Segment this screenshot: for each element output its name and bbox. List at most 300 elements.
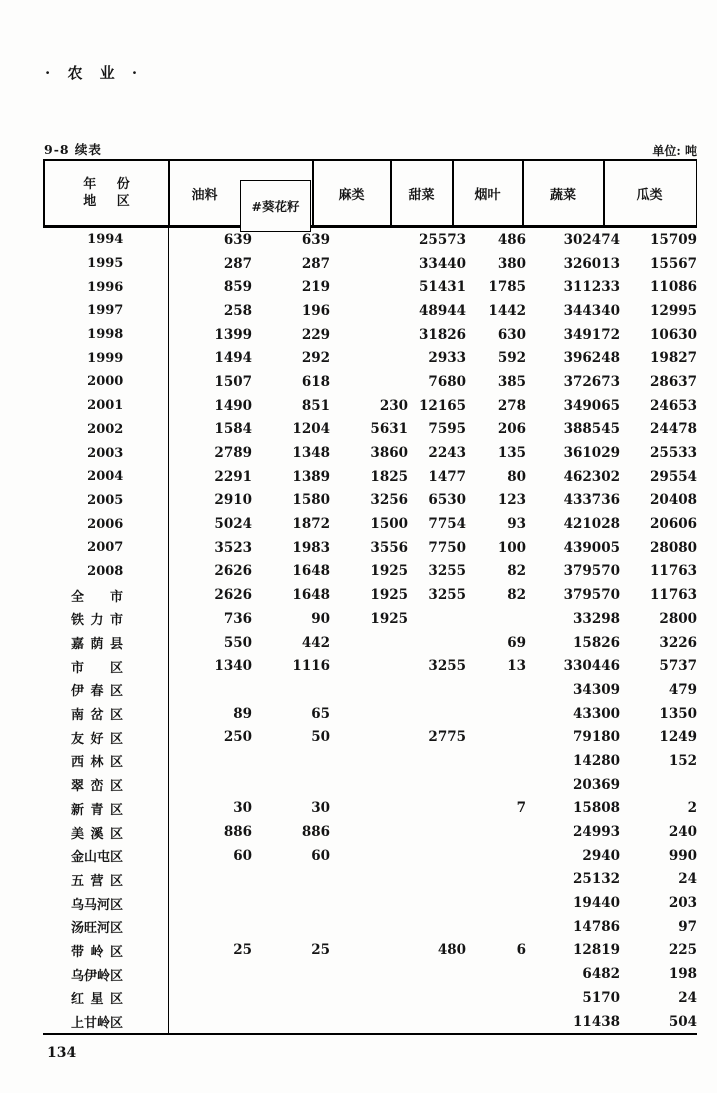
table-row — [43, 394, 697, 418]
table-row — [43, 441, 697, 465]
cell-value: 1116 — [292, 658, 330, 675]
row-label-region — [43, 654, 168, 678]
row-label-year: 2008 — [43, 560, 168, 584]
cell-value: 1580 — [292, 492, 330, 509]
cell-value: 11763 — [650, 587, 697, 604]
row-label-region — [43, 607, 168, 631]
cell-value: 2775 — [428, 729, 466, 746]
region-name: 美 溪 区 — [71, 826, 123, 842]
region-name: 红 星 区 — [71, 992, 123, 1008]
cell-value: 6530 — [428, 492, 466, 509]
statistics-table — [43, 159, 697, 1035]
table-row — [43, 820, 697, 844]
table-row — [43, 678, 697, 702]
table-body — [43, 228, 697, 1034]
header-col-tobacco: 烟叶 — [474, 187, 501, 203]
cell-value: 1490 — [214, 397, 252, 414]
cell-value — [408, 702, 466, 726]
cell-value: 462302 — [563, 468, 620, 485]
table-row — [43, 536, 697, 560]
cell-value: 1648 — [292, 587, 330, 604]
region-name: 铁 力 市 — [71, 613, 123, 629]
cell-value: 25 — [311, 942, 330, 959]
header-col-sunflower-seed: #葵花籽 — [240, 180, 311, 232]
row-label-year: 1996 — [43, 275, 168, 299]
cell-value: 13 — [507, 658, 526, 675]
header-year-region — [45, 161, 168, 225]
page-number: 134 — [47, 1045, 77, 1061]
cell-value: 60 — [311, 847, 330, 864]
cell-value: 82 — [507, 563, 526, 580]
cell-value — [330, 844, 408, 868]
cell-value: 24478 — [650, 421, 697, 438]
header-col-sugar-beet: 甜菜 — [408, 187, 435, 203]
cell-value — [252, 986, 330, 1010]
header-col-melon: 瓜类 — [636, 187, 663, 203]
cell-value: 24 — [678, 871, 697, 888]
cell-value — [408, 607, 466, 631]
cell-value: 2243 — [428, 445, 466, 462]
cell-value — [330, 323, 408, 347]
table-continuation-label: 9-8 续表 — [44, 142, 102, 157]
cell-value: 34309 — [573, 681, 620, 698]
region-name: 上甘岭区 — [71, 1016, 124, 1032]
cell-value — [466, 891, 526, 915]
cell-value: 2626 — [214, 563, 252, 580]
cell-value — [466, 702, 526, 726]
cell-value: 2933 — [428, 350, 466, 367]
cell-value: 326013 — [563, 255, 620, 272]
cell-value — [330, 252, 408, 276]
cell-value: 1925 — [370, 587, 408, 604]
cell-value: 550 — [223, 634, 252, 651]
cell-value — [466, 678, 526, 702]
header-year-line: 年 份 — [83, 177, 130, 192]
cell-value: 2 — [687, 800, 697, 817]
cell-value: 1389 — [292, 468, 330, 485]
cell-value: 1983 — [292, 539, 330, 556]
cell-value: 198 — [668, 966, 697, 983]
cell-value — [466, 986, 526, 1010]
cell-value — [330, 891, 408, 915]
cell-value — [252, 891, 330, 915]
cell-value: 225 — [668, 942, 697, 959]
cell-value: 3226 — [659, 634, 697, 651]
cell-value: 19440 — [573, 895, 620, 912]
row-label-year: 1994 — [43, 228, 168, 252]
table-row — [43, 797, 697, 821]
cell-value — [330, 725, 408, 749]
table-row — [43, 418, 697, 442]
cell-value: 3523 — [214, 539, 252, 556]
cell-value: 123 — [497, 492, 526, 509]
cell-value: 2789 — [214, 445, 252, 462]
cell-value — [408, 773, 466, 797]
cell-value: 1925 — [370, 563, 408, 580]
cell-value: 1872 — [292, 516, 330, 533]
cell-value: 1584 — [214, 421, 252, 438]
cell-value: 89 — [233, 705, 252, 722]
region-name: 汤旺河区 — [71, 921, 124, 937]
cell-value: 1204 — [292, 421, 330, 438]
cell-value: 504 — [668, 1013, 697, 1030]
cell-value: 97 — [678, 918, 697, 935]
table-row — [43, 560, 697, 584]
cell-value: 6 — [516, 942, 526, 959]
cell-value — [466, 749, 526, 773]
table-header — [43, 159, 697, 228]
region-name: 伊 春 区 — [71, 684, 123, 700]
cell-value: 380 — [497, 255, 526, 272]
cell-value: 480 — [437, 942, 466, 959]
table-row — [43, 299, 697, 323]
table-row — [43, 252, 697, 276]
cell-value: 1500 — [370, 516, 408, 533]
cell-value: 639 — [223, 231, 252, 248]
cell-value — [466, 844, 526, 868]
cell-value — [408, 797, 466, 821]
cell-value: 31826 — [419, 326, 466, 343]
row-label-region — [43, 986, 168, 1010]
cell-value: 372673 — [563, 373, 620, 390]
cell-value — [330, 346, 408, 370]
cell-value: 1350 — [659, 705, 697, 722]
region-name: 五 营 区 — [71, 873, 123, 889]
cell-value: 51431 — [419, 279, 466, 296]
cell-value: 7595 — [428, 421, 466, 438]
cell-value: 1648 — [292, 563, 330, 580]
cell-value: 349172 — [563, 326, 620, 343]
region-name: 乌马河区 — [71, 897, 124, 913]
cell-value — [408, 631, 466, 655]
table-row — [43, 702, 697, 726]
cell-value: 3860 — [370, 445, 408, 462]
row-label-year: 2005 — [43, 489, 168, 513]
table-row — [43, 323, 697, 347]
cell-value — [330, 868, 408, 892]
cell-value: 5631 — [370, 421, 408, 438]
cell-value — [168, 749, 252, 773]
cell-value: 33298 — [573, 610, 620, 627]
cell-value — [466, 773, 526, 797]
row-label-year: 2002 — [43, 418, 168, 442]
cell-value: 43300 — [573, 705, 620, 722]
cell-value — [330, 275, 408, 299]
cell-value — [466, 868, 526, 892]
region-name: 乌伊岭区 — [71, 968, 124, 984]
cell-value — [408, 749, 466, 773]
cell-value: 486 — [497, 231, 526, 248]
header-gridline — [696, 161, 698, 225]
region-name: 嘉 荫 县 — [71, 637, 123, 653]
cell-value — [330, 939, 408, 963]
cell-value: 479 — [668, 681, 697, 698]
table-row — [43, 228, 697, 252]
cell-value — [466, 725, 526, 749]
cell-value — [408, 820, 466, 844]
cell-value: 3255 — [428, 587, 466, 604]
cell-value: 990 — [668, 847, 697, 864]
cell-value: 25533 — [650, 445, 697, 462]
cell-value: 30 — [311, 800, 330, 817]
table-row — [43, 465, 697, 489]
cell-value: 240 — [668, 824, 697, 841]
cell-value: 442 — [301, 634, 330, 651]
cell-value: 859 — [223, 279, 252, 296]
cell-value: 219 — [301, 279, 330, 296]
cell-value: 14280 — [573, 752, 620, 769]
cell-value: 1494 — [214, 350, 252, 367]
cell-value: 1825 — [370, 468, 408, 485]
table-row — [43, 915, 697, 939]
row-label-region — [43, 1010, 168, 1035]
header-col-fiber: 麻类 — [338, 187, 365, 203]
cell-value — [408, 962, 466, 986]
cell-value — [408, 868, 466, 892]
cell-value: 278 — [497, 397, 526, 414]
cell-value — [252, 962, 330, 986]
cell-value: 100 — [497, 539, 526, 556]
cell-value: 379570 — [563, 587, 620, 604]
cell-value: 388545 — [563, 421, 620, 438]
cell-value — [252, 915, 330, 939]
row-label-year: 2004 — [43, 465, 168, 489]
cell-value: 230 — [379, 397, 408, 414]
cell-value: 5737 — [659, 658, 697, 675]
cell-value: 5024 — [214, 516, 252, 533]
region-name: 南 岔 区 — [71, 708, 123, 724]
cell-value: 385 — [497, 373, 526, 390]
cell-value — [168, 773, 252, 797]
cell-value — [330, 915, 408, 939]
cell-value: 1925 — [370, 610, 408, 627]
cell-value: 25132 — [573, 871, 620, 888]
table-row — [43, 986, 697, 1010]
row-label-year: 1999 — [43, 346, 168, 370]
cell-value: 3255 — [428, 658, 466, 675]
cell-value — [330, 962, 408, 986]
region-name: 新 青 区 — [71, 802, 123, 818]
cell-value: 28637 — [650, 373, 697, 390]
cell-value: 12165 — [419, 397, 466, 414]
cell-value: 7680 — [428, 373, 466, 390]
cell-value: 80 — [507, 468, 526, 485]
cell-value: 1442 — [488, 302, 526, 319]
cell-value: 1249 — [659, 729, 697, 746]
row-label-region — [43, 797, 168, 821]
cell-value: 11438 — [573, 1013, 620, 1030]
row-label-year: 1998 — [43, 323, 168, 347]
region-name: 金山屯区 — [71, 850, 124, 866]
cell-value: 203 — [668, 895, 697, 912]
row-label-region — [43, 820, 168, 844]
cell-value: 25573 — [419, 231, 466, 248]
cell-value: 1507 — [214, 373, 252, 390]
cell-value — [466, 607, 526, 631]
cell-value — [330, 820, 408, 844]
table-row — [43, 654, 697, 678]
cell-value: 93 — [507, 516, 526, 533]
region-name: 翠 峦 区 — [71, 779, 123, 795]
cell-value: 12995 — [650, 302, 697, 319]
cell-value: 19827 — [650, 350, 697, 367]
cell-value: 15709 — [650, 231, 697, 248]
row-label-year: 2000 — [43, 370, 168, 394]
cell-value — [330, 370, 408, 394]
table-row — [43, 773, 697, 797]
table-row — [43, 749, 697, 773]
cell-value: 361029 — [563, 445, 620, 462]
cell-value — [330, 797, 408, 821]
header-col-vegetable: 蔬菜 — [549, 187, 576, 203]
cell-value: 48944 — [419, 302, 466, 319]
cell-value: 630 — [497, 326, 526, 343]
row-label-region — [43, 773, 168, 797]
row-label-region — [43, 939, 168, 963]
cell-value — [168, 1010, 252, 1035]
cell-value: 11086 — [650, 279, 697, 296]
cell-value: 65 — [311, 705, 330, 722]
cell-value: 592 — [497, 350, 526, 367]
row-label-region — [43, 962, 168, 986]
table-row — [43, 631, 697, 655]
cell-value: 330446 — [563, 658, 620, 675]
cell-value: 196 — [301, 302, 330, 319]
cell-value: 618 — [301, 373, 330, 390]
cell-value: 6482 — [582, 966, 620, 983]
table-row — [43, 725, 697, 749]
cell-value — [466, 820, 526, 844]
cell-value: 50 — [311, 729, 330, 746]
table-row — [43, 868, 697, 892]
row-label-region — [43, 868, 168, 892]
header-region-line: 地 区 — [83, 194, 130, 209]
cell-value — [330, 773, 408, 797]
cell-value — [330, 228, 408, 252]
cell-value: 229 — [301, 326, 330, 343]
cell-value — [408, 844, 466, 868]
cell-value — [330, 702, 408, 726]
cell-value: 7750 — [428, 539, 466, 556]
cell-value: 7754 — [428, 516, 466, 533]
cell-value: 69 — [507, 634, 526, 651]
cell-value: 344340 — [563, 302, 620, 319]
cell-value: 7 — [516, 800, 526, 817]
table-row — [43, 346, 697, 370]
cell-value: 287 — [301, 255, 330, 272]
row-label-year: 1997 — [43, 299, 168, 323]
cell-value: 28080 — [650, 539, 697, 556]
cell-value: 421028 — [563, 516, 620, 533]
cell-value: 886 — [223, 824, 252, 841]
cell-value — [408, 986, 466, 1010]
section-header: · 农 业 · — [45, 64, 144, 82]
cell-value: 206 — [497, 421, 526, 438]
cell-value: 11763 — [650, 563, 697, 580]
cell-value — [168, 986, 252, 1010]
cell-value: 379570 — [563, 563, 620, 580]
cell-value — [168, 868, 252, 892]
cell-value — [330, 654, 408, 678]
row-label-region — [43, 891, 168, 915]
cell-value: 24653 — [650, 397, 697, 414]
cell-value: 152 — [668, 752, 697, 769]
cell-value: 851 — [301, 397, 330, 414]
cell-value — [168, 891, 252, 915]
cell-value: 292 — [301, 350, 330, 367]
row-label-region — [43, 631, 168, 655]
row-label-year: 2007 — [43, 536, 168, 560]
cell-value: 60 — [233, 847, 252, 864]
cell-value: 250 — [223, 729, 252, 746]
cell-value: 33440 — [419, 255, 466, 272]
cell-value: 349065 — [563, 397, 620, 414]
cell-value — [330, 299, 408, 323]
cell-value — [252, 1010, 330, 1035]
region-name: 全 市 — [71, 589, 123, 605]
cell-value: 886 — [301, 824, 330, 841]
table-row — [43, 583, 697, 607]
cell-value: 12819 — [573, 942, 620, 959]
cell-value: 25 — [233, 942, 252, 959]
cell-value — [408, 678, 466, 702]
cell-value: 1399 — [214, 326, 252, 343]
row-label-year: 1995 — [43, 252, 168, 276]
cell-value: 5170 — [582, 989, 620, 1006]
cell-value: 1340 — [214, 658, 252, 675]
cell-value — [168, 678, 252, 702]
cell-value: 24993 — [573, 824, 620, 841]
region-name: 市 区 — [71, 660, 123, 676]
cell-value: 302474 — [563, 231, 620, 248]
cell-value — [330, 986, 408, 1010]
cell-value: 2626 — [214, 587, 252, 604]
row-label-year: 2003 — [43, 441, 168, 465]
cell-value — [466, 962, 526, 986]
cell-value — [466, 1010, 526, 1035]
table-row — [43, 844, 697, 868]
cell-value: 90 — [311, 610, 330, 627]
cell-value — [330, 1010, 408, 1035]
cell-value: 433736 — [563, 492, 620, 509]
cell-value — [252, 749, 330, 773]
cell-value: 79180 — [573, 729, 620, 746]
cell-value: 3556 — [370, 539, 408, 556]
row-label-year: 2006 — [43, 512, 168, 536]
row-label-region — [43, 702, 168, 726]
cell-value: 439005 — [563, 539, 620, 556]
cell-value: 2940 — [582, 847, 620, 864]
cell-value: 14786 — [573, 918, 620, 935]
cell-value — [252, 868, 330, 892]
row-label-region — [43, 915, 168, 939]
cell-value: 15567 — [650, 255, 697, 272]
header-col-oil: 油料 — [191, 187, 218, 203]
cell-value: 24 — [678, 989, 697, 1006]
row-label-region — [43, 583, 168, 607]
cell-value — [408, 1010, 466, 1035]
table-row — [43, 962, 697, 986]
cell-value — [168, 915, 252, 939]
cell-value: 2800 — [659, 610, 697, 627]
cell-value — [620, 773, 697, 797]
table-row — [43, 489, 697, 513]
cell-value: 2910 — [214, 492, 252, 509]
cell-value: 311233 — [563, 279, 620, 296]
cell-value: 20606 — [650, 516, 697, 533]
cell-value: 258 — [223, 302, 252, 319]
cell-value — [466, 915, 526, 939]
